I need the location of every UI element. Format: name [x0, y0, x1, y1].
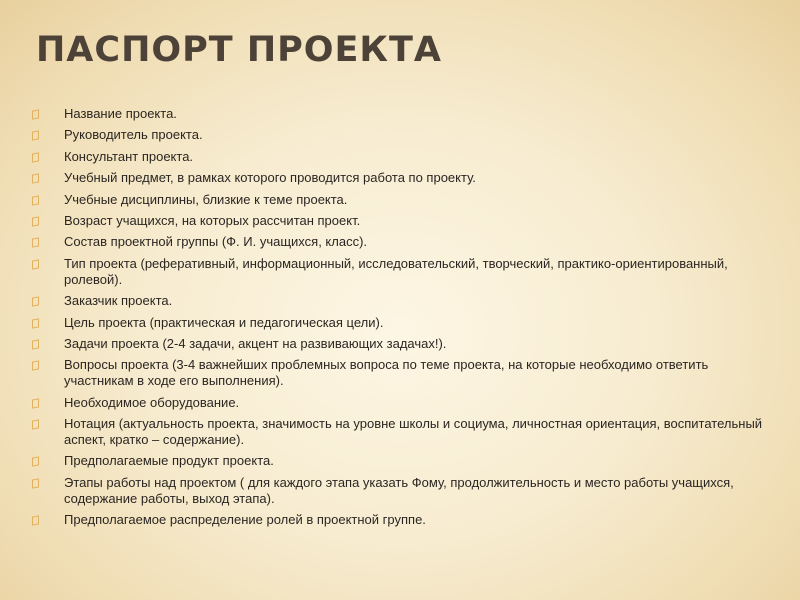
- list-item: [32, 149, 772, 165]
- square-bullet-icon: [32, 195, 39, 205]
- list-item-text: Этапы работы над проектом ( для каждого этапа указать Фому, продолжительность и место работы учащихся, содержание работы, выход этапа).: [64, 474, 734, 506]
- list-item: [32, 395, 772, 411]
- square-bullet-icon: [32, 398, 39, 408]
- list-item: [32, 315, 772, 331]
- square-bullet-icon: [32, 216, 39, 226]
- list-item: [32, 512, 772, 528]
- list-item-text: Учебный предмет, в рамках которого проводится работа по проекту.: [64, 170, 476, 186]
- list-item-text: Тип проекта (реферативный, информационный, исследовательский, творческий, практико-ориентированный, ролевой).: [64, 255, 728, 287]
- list-item: [32, 293, 772, 309]
- square-bullet-icon: [32, 259, 39, 269]
- list-item-text: Консультант проекта.: [64, 148, 194, 164]
- list-item-text: Предполагаемые продукт проекта.: [64, 453, 274, 469]
- square-bullet-icon: [32, 516, 39, 526]
- square-bullet-icon: [32, 238, 39, 248]
- square-bullet-icon: [32, 297, 39, 307]
- list-item: [32, 106, 772, 122]
- list-item: [32, 453, 772, 469]
- square-bullet-icon: [32, 361, 39, 371]
- square-bullet-icon: [32, 152, 39, 162]
- slide-title: ПАСПОРТ ПРОЕКТА: [36, 30, 442, 70]
- square-bullet-icon: [32, 339, 39, 349]
- list-item-text: Задачи проекта (2-4 задачи, акцент на развивающих задачах!).: [64, 335, 447, 351]
- list-item-text: Учебные дисциплины, близкие к теме проекта.: [64, 191, 348, 207]
- square-bullet-icon: [32, 419, 39, 429]
- list-item: [32, 170, 772, 186]
- bullet-list: [32, 106, 772, 534]
- square-bullet-icon: [32, 174, 39, 184]
- list-item-text: Цель проекта (практическая и педагогическая цели).: [64, 314, 384, 330]
- list-item: [32, 127, 772, 143]
- list-item: [32, 256, 772, 288]
- list-item: [32, 192, 772, 208]
- list-item-text: Вопросы проекта (3-4 важнейших проблемных вопроса по теме проекта, на которые необходимо ответить участникам в ходе его выполнения).: [64, 357, 709, 389]
- list-item-text: Название проекта.: [64, 106, 177, 121]
- list-item: [32, 213, 772, 229]
- list-item-text: Необходимое оборудование.: [64, 394, 240, 410]
- list-item-text: Возраст учащихся, на которых рассчитан проект.: [64, 212, 361, 228]
- square-bullet-icon: [32, 131, 39, 141]
- square-bullet-icon: [32, 478, 39, 488]
- list-item-text: Руководитель проекта.: [64, 127, 203, 143]
- square-bullet-icon: [32, 457, 39, 467]
- list-item-text: Заказчик проекта.: [64, 293, 173, 309]
- list-item: [32, 357, 772, 389]
- list-item-text: Состав проектной группы (Ф. И. учащихся, класс).: [64, 234, 368, 250]
- list-item-text: Предполагаемое распределение ролей в проектной группе.: [64, 512, 426, 528]
- list-item: [32, 416, 772, 448]
- list-item: [32, 336, 772, 352]
- list-item-text: Нотация (актуальность проекта, значимость на уровне школы и социума, личностная ориентация, воспитательный аспект, кратко – содержание).: [64, 416, 763, 448]
- square-bullet-icon: [32, 109, 39, 119]
- list-item: [32, 234, 772, 250]
- square-bullet-icon: [32, 318, 39, 328]
- list-item: [32, 475, 772, 507]
